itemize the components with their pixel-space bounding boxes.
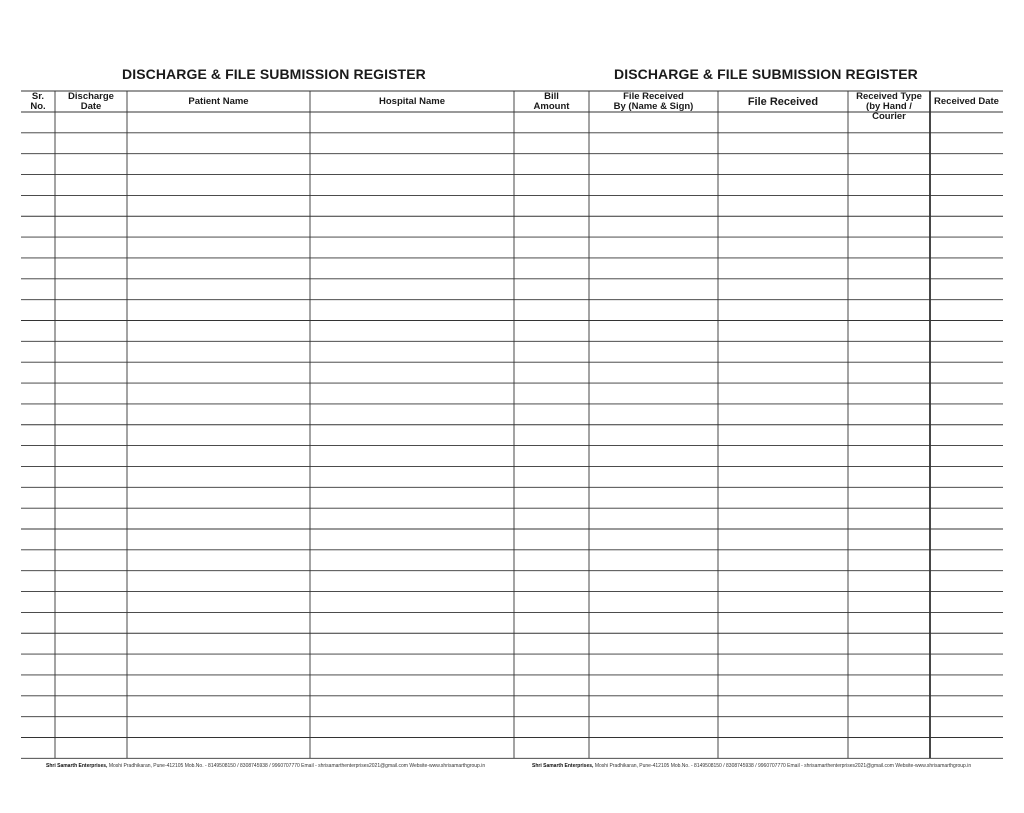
footer-right-company: Shri Samarth Enterprises, (532, 763, 594, 769)
column-header-line: Hospital Name (379, 95, 445, 107)
footer-left (46, 763, 485, 769)
footer-right (532, 763, 971, 769)
column-header-line: Date (80, 100, 102, 112)
column-header-line: Discharge (68, 90, 114, 102)
column-header-file-received-by (589, 92, 718, 112)
column-header-line: By (Name & Sign) (613, 100, 694, 112)
column-header-received-date (930, 97, 1003, 107)
footer-right-details: Moshi Pradhikaran, Pune-412105 Mob.No. - 8149508150 / 8308745938 / 9960707770 Email - shrisamarthenterprises2021@gmail.com Website-www.shrisamarthgroup.in (594, 763, 972, 769)
column-header-line: Amount (533, 100, 570, 112)
column-header-line: No. (30, 100, 46, 112)
column-header-line: File Received (747, 95, 819, 108)
footer-left-company: Shri Samarth Enterprises, (46, 763, 108, 769)
column-header-received-type (848, 92, 930, 122)
column-header-line: Received Date (934, 95, 999, 107)
column-header-line: Received Type (856, 90, 922, 102)
column-header-line: Bill (544, 90, 559, 102)
column-header-discharge-date (55, 92, 127, 112)
column-header-line: Patient Name (188, 95, 249, 107)
column-header-sr-no (21, 92, 55, 112)
register-title-right: DISCHARGE & FILE SUBMISSION REGISTER (614, 66, 918, 82)
register-title-left: DISCHARGE & FILE SUBMISSION REGISTER (122, 66, 426, 82)
column-header-patient-name (127, 97, 310, 107)
column-header-line: Sr. (31, 90, 45, 102)
column-header-file-received (718, 97, 848, 107)
column-header-bill-amount (514, 92, 589, 112)
footer-left-details: Moshi Pradhikaran, Pune-412105 Mob.No. - 8149508150 / 8308745938 / 9960707770 Email - shrisamarthenterprises2021@gmail.com Website-www.shrisamarthgroup.in (108, 763, 486, 769)
column-header-hospital-name (310, 97, 514, 107)
column-header-line: File Received (623, 90, 684, 102)
register-table-grid (21, 90, 1003, 760)
column-header-line: (by Hand / Courier (866, 100, 912, 122)
